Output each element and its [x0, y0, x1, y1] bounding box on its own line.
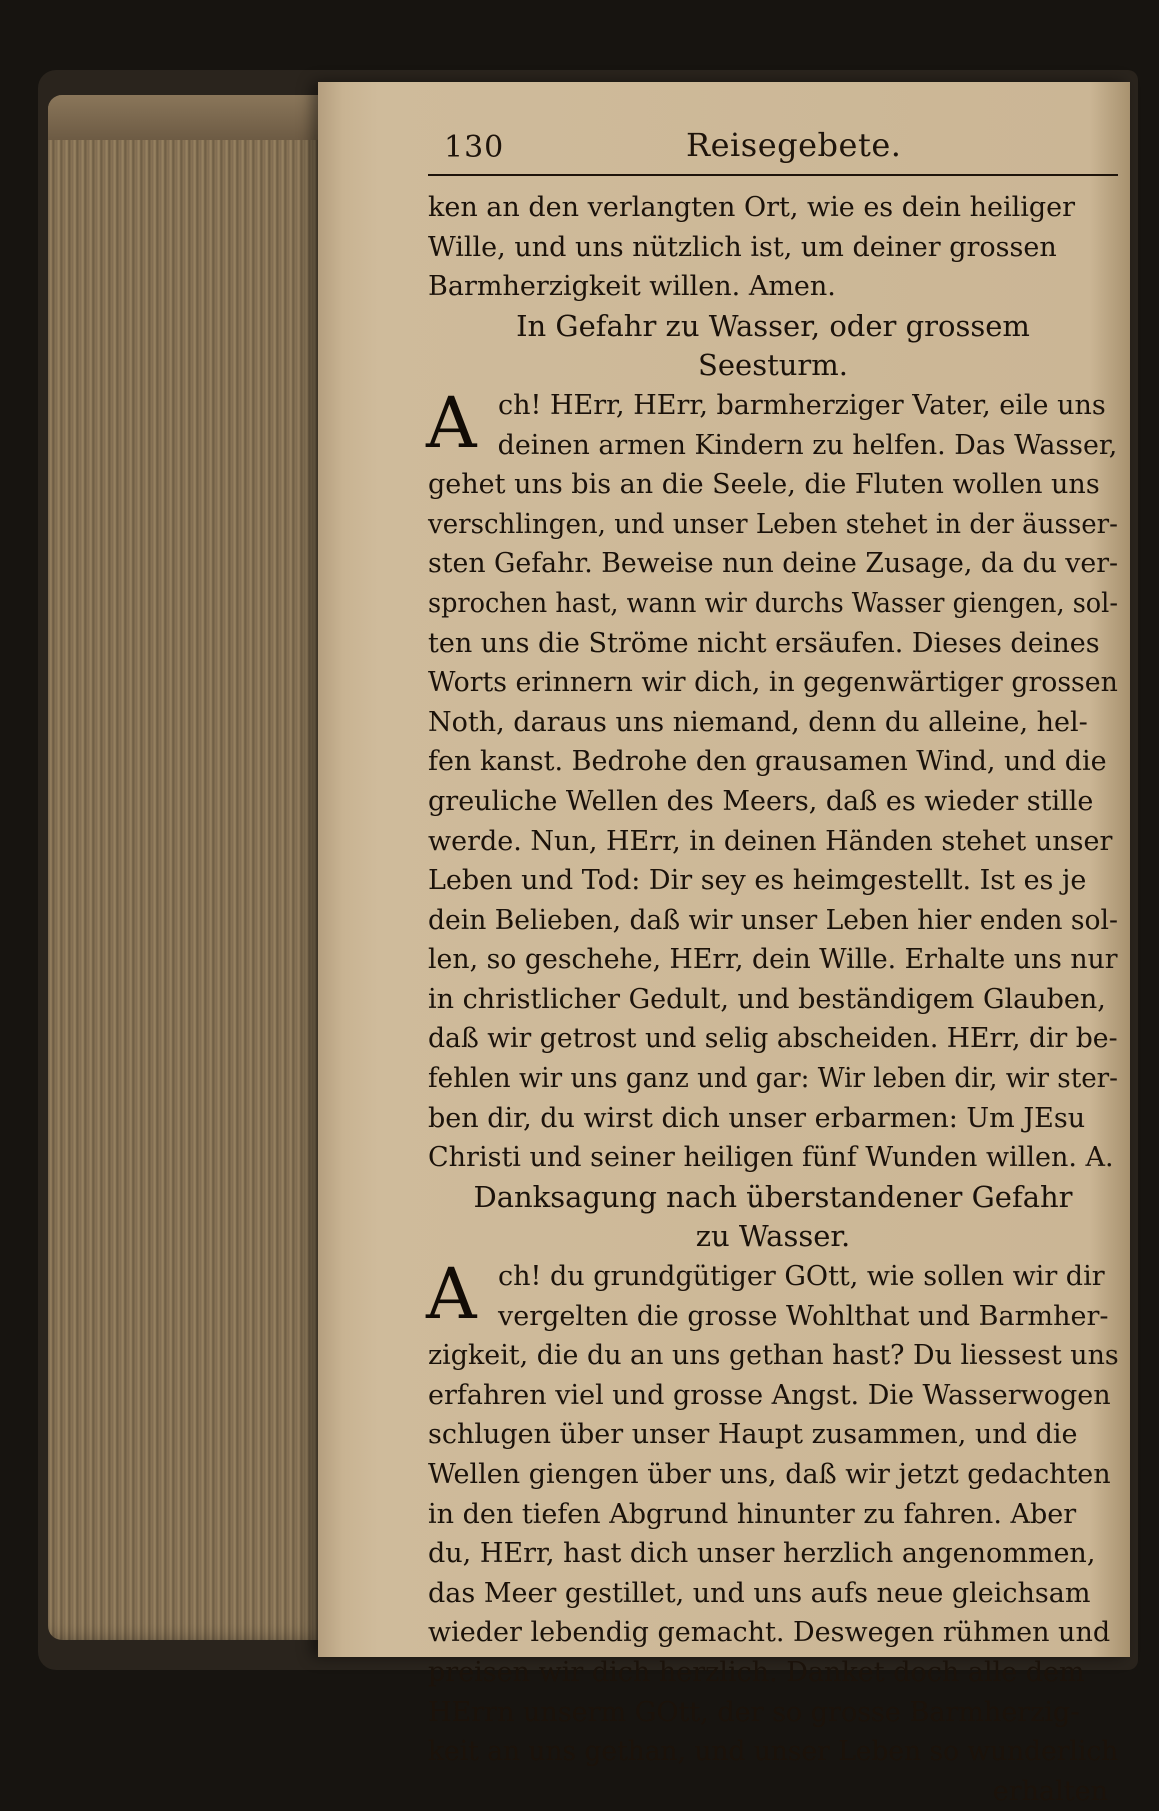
drop-cap: A — [426, 381, 477, 464]
text-line: Barmherzigkeit willen. Amen. — [428, 271, 836, 303]
text-line: in christlicher Gedult, und beständigem Glauben, — [428, 983, 1106, 1015]
text-line: schlugen über unser Haupt zusammen, und die — [428, 1419, 1078, 1451]
text-line: du, HErr, hast dich unser herzlich angenommen, — [428, 1538, 1096, 1570]
running-head: Reisegebete. — [686, 126, 902, 164]
text-line: fen kanst. Bedrohe den grausamen Wind, und die — [428, 746, 1107, 778]
page-header — [436, 126, 1116, 166]
text-line: ken an den verlangten Ort, wie es dein heiliger — [428, 192, 1076, 223]
text-line: keit an uns gethan, und unser Leben so wunderlich — [428, 1736, 1119, 1768]
text-line: ch! HErr, HErr, barmherziger Vater, eile uns — [498, 389, 1106, 421]
text-line: Wille, und uns nützlich ist, um deiner grossen — [428, 231, 1057, 263]
section-heading: In Gefahr zu Wasser, oder grossem — [516, 308, 1030, 343]
text-line: werde. Nun, HErr, in deinen Händen stehet unser — [428, 825, 1113, 857]
text-line: Wellen giengen über uns, daß wir jetzt gedachten — [428, 1459, 1111, 1490]
text-line: vergelten die grosse Wohlthat und Barmher- — [498, 1300, 1109, 1332]
prayer-opening — [426, 381, 1118, 465]
text-line: Christi und seiner heiligen fünf Wunden willen. A. — [428, 1142, 1114, 1174]
text-line: daß wir getrost und selig abscheiden. HErr, dir be- — [428, 1023, 1118, 1055]
text-line: dein Belieben, daß wir unser Leben hier enden sol- — [428, 904, 1118, 936]
text-line: Noth, daraus uns niemand, denn du alleine, hel- — [428, 706, 1088, 738]
text-line: ben dir, du wirst dich unser erbarmen: Um JEsu — [428, 1102, 1086, 1134]
section-heading: zu Wasser. — [695, 1219, 851, 1254]
text-line: erfahren viel und grosse Angst. Die Wasserwogen — [428, 1379, 1111, 1411]
text-line: preisen wir dich herzlich. Danket doch alle dem — [428, 1656, 1085, 1688]
page-number: 130 — [444, 130, 505, 165]
text-line: ten uns die Ströme nicht ersäufen. Dieses deines — [428, 627, 1100, 659]
page-text — [428, 188, 1118, 1811]
text-line: HErrn unserm GOtt, der so grosse Barmherzig- — [428, 1696, 1080, 1728]
text-line: ch! du grundgütiger GOtt, wie sollen wir dir — [498, 1261, 1105, 1293]
catchword: erhalten — [992, 1775, 1108, 1807]
text-line: Worts erinnern wir dich, in gegenwärtiger grossen — [428, 667, 1118, 699]
text-line: len, so geschehe, HErr, dein Wille. Erhalte uns nur — [428, 944, 1118, 976]
stacked-page-edges — [48, 95, 328, 1640]
section-heading: Seesturm. — [698, 348, 848, 383]
drop-cap: A — [426, 1253, 477, 1336]
text-line: sprochen hast, wann wir durchs Wasser giengen, sol- — [428, 587, 1118, 619]
text-line: zigkeit, die du an uns gethan hast? Du liessest uns — [428, 1340, 1119, 1372]
header-rule — [428, 174, 1118, 176]
text-line: deinen armen Kindern zu helfen. Das Wasser, — [497, 429, 1118, 461]
text-line: in den tiefen Abgrund hinunter zu fahren. Aber — [428, 1498, 1077, 1530]
section-heading: Danksagung nach überstandener Gefahr — [473, 1179, 1073, 1214]
text-line: sten Gefahr. Beweise nun deine Zusage, da du ver- — [428, 548, 1119, 580]
text-line: Leben und Tod: Dir sey es heimgestellt. Ist es je — [428, 865, 1087, 897]
prayer-opening — [426, 1253, 1118, 1336]
text-line: wieder lebendig gemacht. Deswegen rühmen und — [428, 1617, 1111, 1649]
text-line: fehlen wir uns ganz und gar: Wir leben dir, wir ster- — [428, 1063, 1119, 1095]
text-line: das Meer gestillet, und uns aufs neue gleichsam — [428, 1577, 1091, 1609]
text-line: verschlingen, und unser Leben stehet in der äusser- — [428, 508, 1118, 540]
text-line: greuliche Wellen des Meers, daß es wieder stille — [428, 785, 1094, 817]
text-line: gehet uns bis an die Seele, die Fluten wollen uns — [428, 469, 1100, 501]
